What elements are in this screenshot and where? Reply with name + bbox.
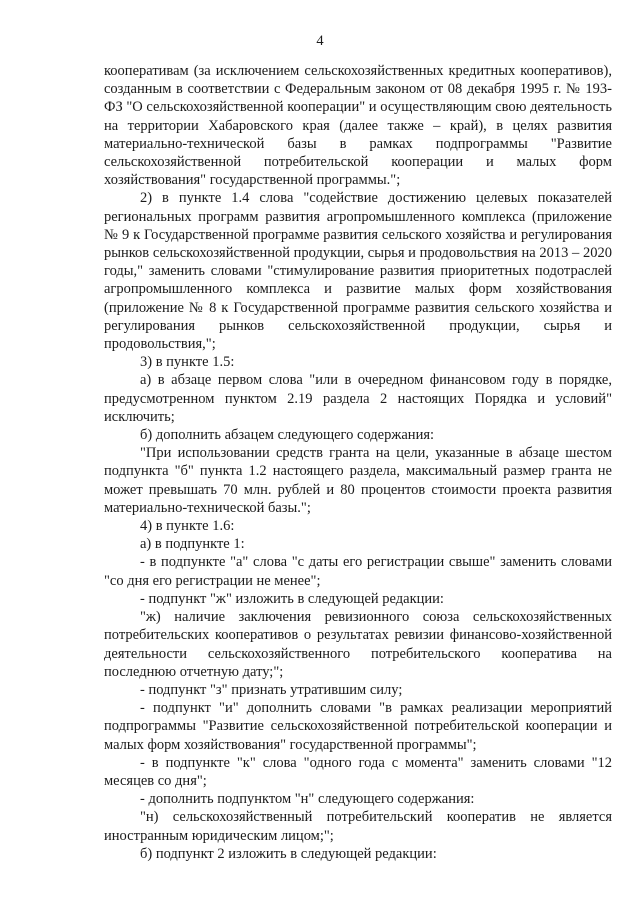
- paragraph-quote-n: "н) сельскохозяйственный потребительский кооператив не является иностранным юридическим лицом;";: [104, 809, 612, 844]
- paragraph-sub-n: - дополнить подпунктом "н" следующего содержания:: [140, 791, 475, 808]
- body-text: [104, 62, 612, 863]
- paragraph-quote-grant: "При использовании средств гранта на цели, указанные в абзаце шестом подпункта "б" пункта 1.2 настоящего раздела, максимальный размер гранта не может превышать 70 млн. рублей и 80 процентов стоимости проекта развития материально-технической базы.";: [104, 445, 612, 516]
- paragraph-item-3: 3) в пункте 1.5:: [140, 354, 235, 371]
- paragraph-item-2: 2) в пункте 1.4 слова "содействие достижению целевых показателей региональных программ развития агропромышленного комплекса (приложение № 9 к Государственной программе развития сельского хозяйства и регулирования рынков сельскохозяйственной продукции, сырья и продовольствия на 2013 – 2020 годы," заменить словами "стимулирование развития приоритетных подотраслей агропромышленного комплекса и развитие малых форм хозяйствования (приложение № 8 к Государственной программе развития сельского хозяйства и регулирования рынков сельскохозяйственной продукции, сырья и продовольствия,";: [104, 190, 612, 353]
- paragraph-sub-zh: - подпункт "ж" изложить в следующей редакции:: [140, 590, 444, 607]
- paragraph-sub-i: - подпункт "и" дополнить словами "в рамках реализации мероприятий подпрограммы "Развитие сельскохозяйственной потребительской кооперации и малых форм хозяйствования" государственной программы";: [104, 700, 612, 753]
- paragraph-sub-z: - подпункт "з" признать утратившим силу;: [140, 681, 403, 698]
- paragraph-item-4a: а) в подпункте 1:: [140, 536, 245, 553]
- paragraph-continuation: кооперативам (за исключением сельскохозяйственных кредитных кооперативов), созданным в соответствии с Федеральным законом от 08 декабря 1995 г. № 193-ФЗ "О сельскохозяйственной кооперации" и осуществляющим свою деятельность на территории Хабаровского края (далее также – край), в целях развития материально-технической базы в рамках подпрограммы "Развитие сельскохозяйственной потребительской кооперации и малых форм хозяйствования" государственной программы.";: [104, 63, 612, 189]
- paragraph-quote-zh: "ж) наличие заключения ревизионного союза сельскохозяйственных потребительских кооперативов о результатах ревизии финансово-хозяйственной деятельности сельскохозяйственного потребительского кооператива на последнюю отчетную дату;";: [104, 609, 612, 680]
- paragraph-item-3a: а) в абзаце первом слова "или в очередном финансовом году в порядке, предусмотренном пунктом 2.19 раздела 2 настоящих Порядка и условий" исключить;: [104, 372, 612, 425]
- paragraph-item-3b: б) дополнить абзацем следующего содержания:: [140, 427, 435, 444]
- paragraph-item-4b: б) подпункт 2 изложить в следующей редакции:: [140, 845, 437, 862]
- paragraph-sub-k: - в подпункте "к" слова "одного года с момента" заменить словами "12 месяцев со дня";: [104, 754, 612, 789]
- paragraph-item-4: 4) в пункте 1.6:: [140, 518, 235, 535]
- paragraph-sub-a: - в подпункте "а" слова "с даты его регистрации свыше" заменить словами "со дня его регистрации не менее";: [104, 554, 612, 589]
- page-number: 4: [316, 33, 324, 49]
